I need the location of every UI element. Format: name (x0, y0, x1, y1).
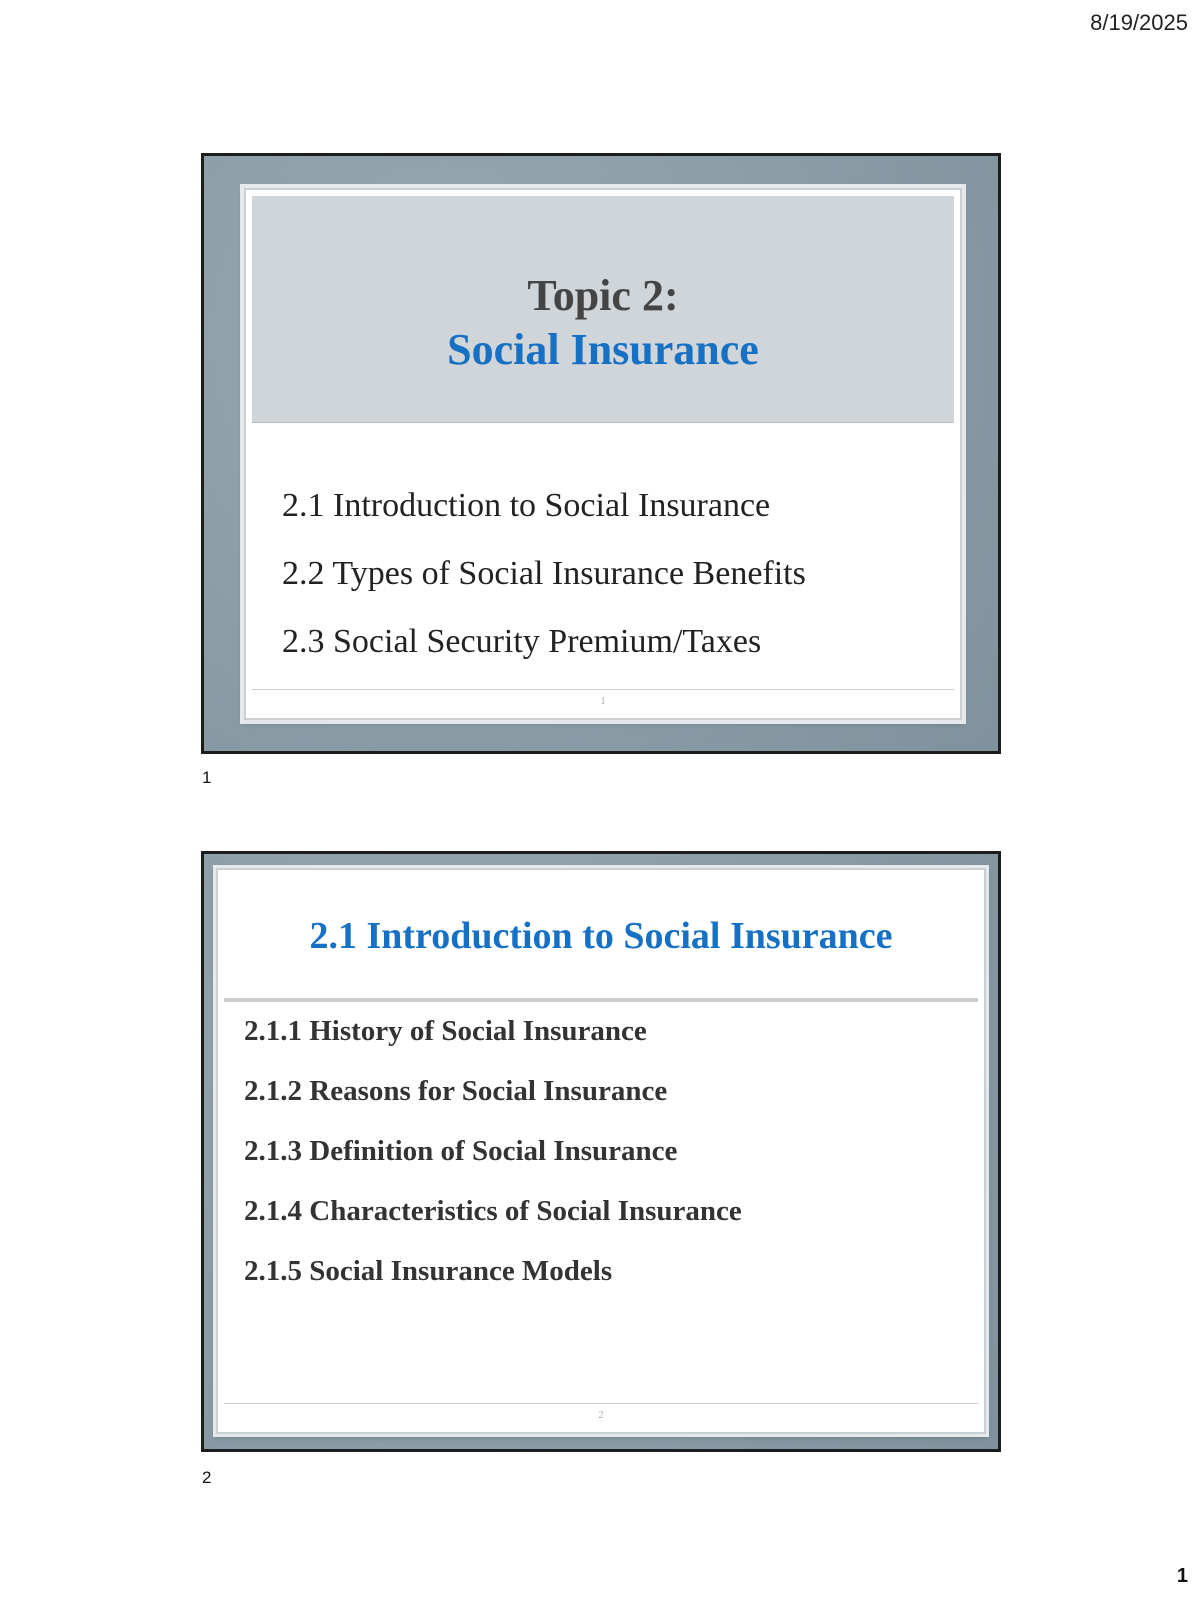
slide-2-footer-number: 2 (224, 1403, 978, 1426)
agenda-item: 2.2 Types of Social Insurance Benefits (282, 555, 806, 592)
slide-2-card (216, 868, 986, 1434)
slide-1 (201, 153, 1001, 754)
slide-1-card (244, 188, 962, 720)
agenda-item: 2.3 Social Security Premium/Taxes (282, 623, 762, 660)
subtopic-item: 2.1.5 Social Insurance Models (244, 1255, 613, 1287)
page-number: 1 (1176, 1565, 1188, 1587)
page-date: 8/19/2025 (1090, 10, 1188, 35)
slide-1-topic: Topic 2: (527, 271, 679, 320)
slide-1-title: Social Insurance (447, 325, 759, 374)
slide-2-title: 2.1 Introduction to Social Insurance (309, 915, 893, 957)
slide-2 (201, 851, 1001, 1452)
subtopic-item: 2.1.2 Reasons for Social Insurance (244, 1075, 668, 1107)
slide-2-subtopic-list (244, 1014, 742, 1314)
subtopic-item: 2.1.1 History of Social Insurance (244, 1015, 647, 1047)
slide-2-title-block (224, 876, 978, 1002)
slide-1-agenda-list (282, 486, 806, 690)
subtopic-item: 2.1.4 Characteristics of Social Insurance (244, 1195, 742, 1227)
slide-1-title-block (252, 196, 954, 423)
subtopic-item: 2.1.3 Definition of Social Insurance (244, 1135, 678, 1167)
slide-1-footer-number: 1 (252, 689, 954, 712)
agenda-item: 2.1 Introduction to Social Insurance (282, 487, 771, 524)
slide-2-label: 2 (202, 1468, 212, 1487)
slide-1-label: 1 (202, 768, 212, 787)
